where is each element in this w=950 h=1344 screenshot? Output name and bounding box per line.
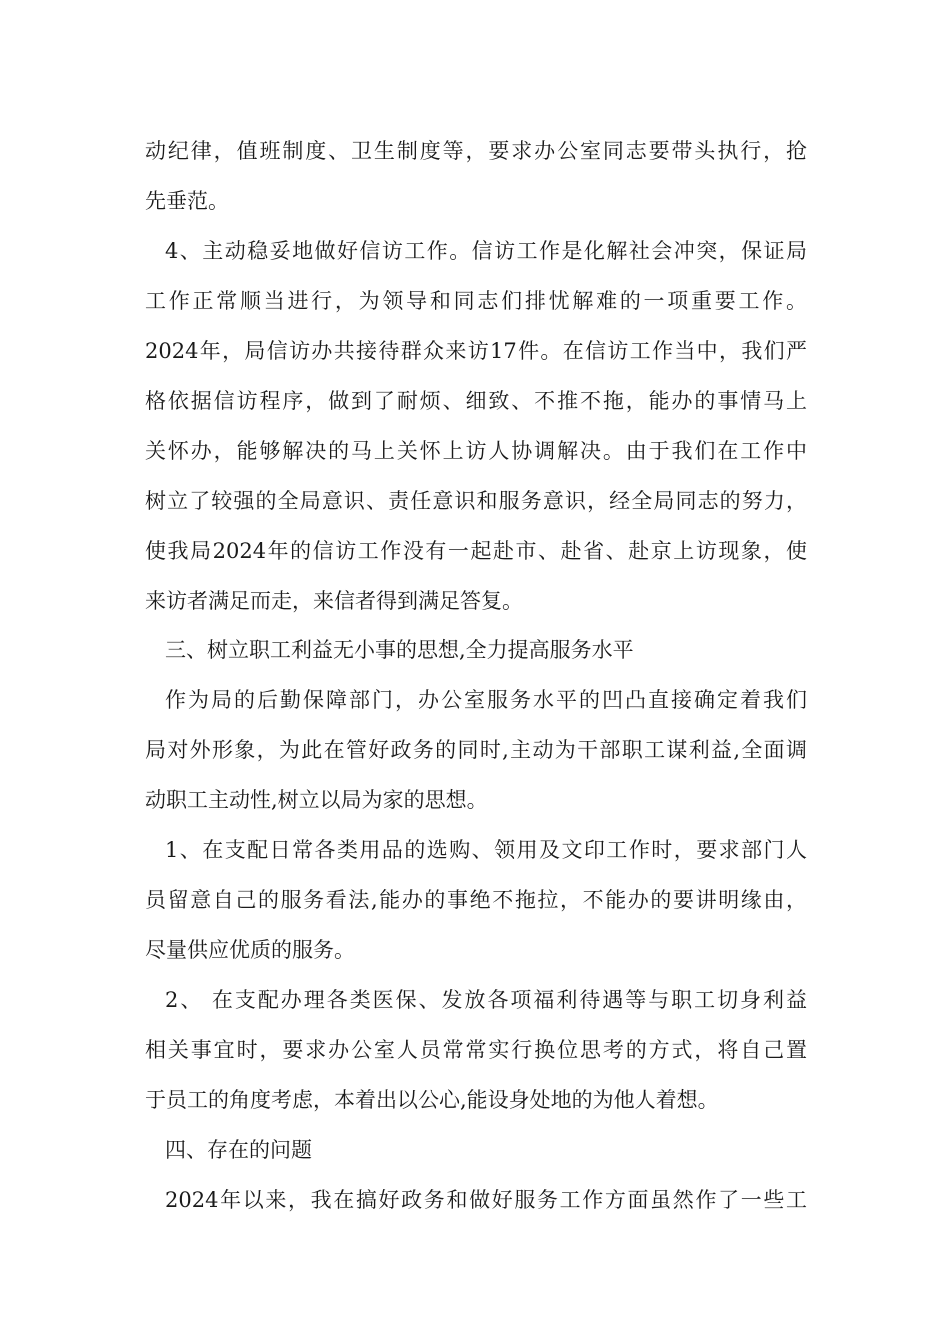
paragraph-line: 员留意自己的服务看法,能办的事绝不拖拉，不能办的要讲明缘由，	[145, 888, 807, 912]
paragraph-line: 局对外形象，为此在管好政务的同时,主动为干部职工谋利益,全面调	[145, 738, 807, 762]
paragraph-line: 树立了较强的全局意识、责任意识和服务意识，经全局同志的努力，	[145, 489, 807, 513]
paragraph-line: 动纪律，值班制度、卫生制度等，要求办公室同志要带头执行，抢	[145, 139, 807, 163]
paragraph-line: 来访者满足而走，来信者得到满足答复。	[145, 589, 523, 613]
paragraph-line: 2024年以来，我在搞好政务和做好服务工作方面虽然作了一些工	[165, 1188, 807, 1212]
paragraph-line: 作为局的后勤保障部门，办公室服务水平的凹凸直接确定着我们	[165, 688, 807, 712]
paragraph-line: 动职工主动性,树立以局为家的思想。	[145, 788, 488, 812]
paragraph-line: 2、 在支配办理各类医保、发放各项福利待遇等与职工切身利益	[165, 988, 807, 1012]
section-heading: 四、存在的问题	[165, 1138, 312, 1162]
section-heading: 三、树立职工利益无小事的思想,全力提高服务水平	[165, 638, 634, 662]
paragraph-line: 使我局2024年的信访工作没有一起赴市、赴省、赴京上访现象，使	[145, 539, 807, 563]
paragraph-line: 1、在支配日常各类用品的选购、领用及文印工作时，要求部门人	[165, 838, 807, 862]
paragraph-line: 尽量供应优质的服务。	[145, 938, 355, 962]
paragraph-line: 4、主动稳妥地做好信访工作。信访工作是化解社会冲突，保证局	[165, 239, 807, 263]
paragraph-line: 相关事宜时，要求办公室人员常常实行换位思考的方式，将自己置	[145, 1038, 807, 1062]
paragraph-line: 关怀办，能够解决的马上关怀上访人协调解决。由于我们在工作中	[145, 439, 807, 463]
paragraph-line: 工作正常顺当进行，为领导和同志们排忧解难的一项重要工作。	[145, 289, 807, 313]
paragraph-line: 2024年，局信访办共接待群众来访17件。在信访工作当中，我们严	[145, 339, 807, 363]
paragraph-line: 先垂范。	[145, 189, 229, 213]
paragraph-line: 于员工的角度考虑，本着出以公心,能设身处地的为他人着想。	[145, 1088, 719, 1112]
paragraph-line: 格依据信访程序，做到了耐烦、细致、不推不拖，能办的事情马上	[145, 389, 807, 413]
